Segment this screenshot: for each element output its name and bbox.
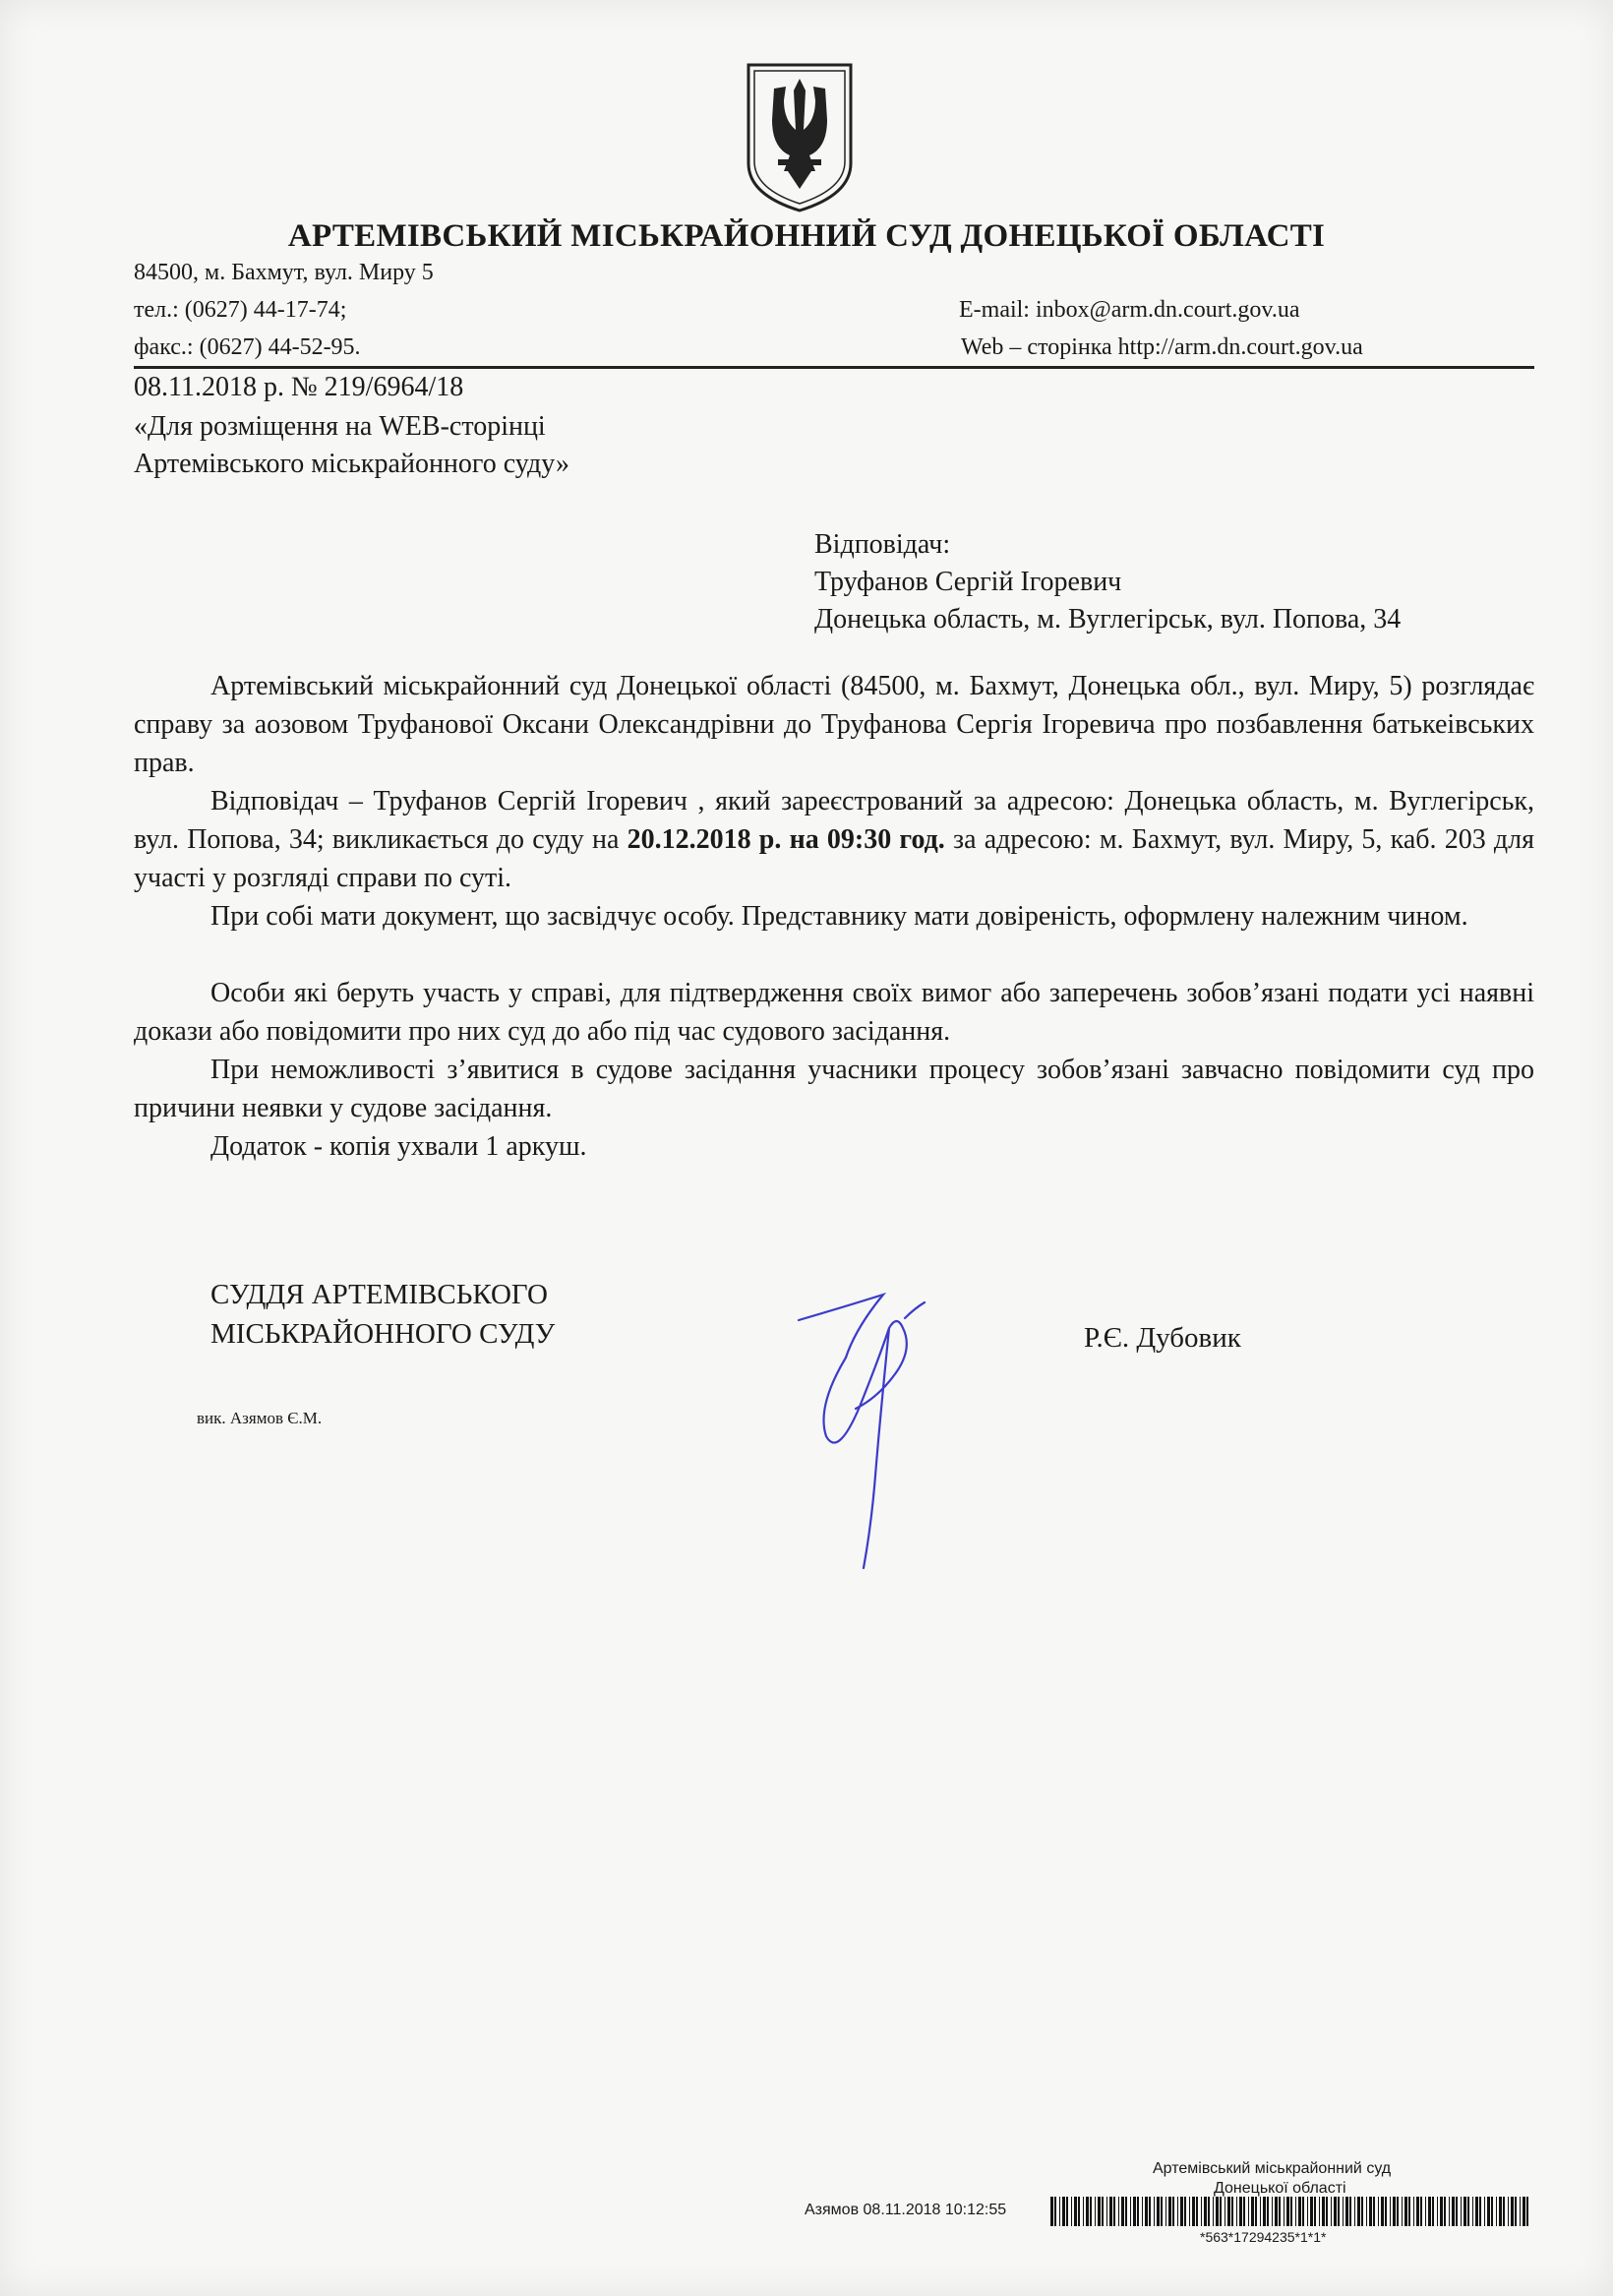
barcode-bar xyxy=(1204,2197,1207,2226)
barcode-bar xyxy=(1326,2197,1328,2226)
barcode-bar xyxy=(1066,2197,1068,2226)
barcode-bar xyxy=(1484,2197,1485,2226)
court-name: АРТЕМІВСЬКИЙ МІСЬКРАЙОННИЙ СУД ДОНЕЦЬКОЇ ОБЛАСТІ xyxy=(287,218,1326,254)
barcode-bar xyxy=(1142,2197,1143,2226)
court-fax: факс.: (0627) 44-52-95. xyxy=(134,334,361,360)
barcode-bar xyxy=(1161,2197,1163,2226)
body-paragraph-6: Додаток - копія ухвали 1 аркуш. xyxy=(210,1131,587,1162)
barcode-bar xyxy=(1349,2197,1351,2226)
barcode-bar xyxy=(1121,2197,1124,2226)
barcode-bar xyxy=(1102,2197,1104,2226)
barcode-bar xyxy=(1499,2197,1502,2226)
barcode-bar xyxy=(1449,2197,1450,2226)
body-paragraph-5: При неможливості з’явитися в судове засідання учасники процесу зобов’язані завчасно повідомити суд про причини неявки у судове засідання. xyxy=(134,1055,1534,1123)
barcode-bar xyxy=(1208,2197,1210,2226)
barcode-bar xyxy=(1177,2197,1178,2226)
barcode-bar xyxy=(1062,2197,1065,2226)
barcode-bar xyxy=(1125,2197,1127,2226)
court-email: E-mail: inbox@arm.dn.court.gov.ua xyxy=(959,297,1300,323)
barcode-bar xyxy=(1526,2197,1528,2226)
barcode-bar xyxy=(1456,2197,1458,2226)
barcode-bar xyxy=(1083,2197,1084,2226)
barcode-bar xyxy=(1402,2197,1403,2226)
barcode-bar xyxy=(1393,2197,1396,2226)
executor-note: вик. Азямов Є.М. xyxy=(197,1409,323,1427)
barcode-bar xyxy=(1385,2197,1387,2226)
judge-title-line-1: СУДДЯ АРТЕМІВСЬКОГО xyxy=(210,1279,548,1310)
barcode-bar xyxy=(1145,2197,1148,2226)
paragraph-2-text-b: за адресою: м. Бахмут, вул. Миру, 5, каб. 203 для участі у розгляді справи по суті. xyxy=(134,824,1534,893)
barcode-bar xyxy=(1408,2197,1410,2226)
barcode-bar xyxy=(1511,2197,1514,2226)
barcode-bar xyxy=(1302,2197,1304,2226)
stamp-court-line-2: Донецької області xyxy=(1214,2180,1346,2197)
barcode-bar xyxy=(1491,2197,1493,2226)
barcode-bar xyxy=(1137,2197,1139,2226)
barcode-bar xyxy=(1515,2197,1517,2226)
judge-name: Р.Є. Дубовик xyxy=(1084,1322,1241,1354)
judge-title-line-2: МІСЬКРАЙОННОГО СУДУ xyxy=(210,1318,556,1350)
barcode-bar xyxy=(1361,2197,1363,2226)
barcode-bar xyxy=(1314,2197,1316,2226)
barcode-bar xyxy=(1184,2197,1186,2226)
barcode-bar xyxy=(1090,2197,1092,2226)
court-web: Web – сторінка http://arm.dn.court.gov.ua xyxy=(961,334,1363,360)
barcode-bar xyxy=(1338,2197,1340,2226)
barcode-bar xyxy=(1523,2197,1525,2226)
barcode-bar xyxy=(1165,2197,1166,2226)
barcode-bar xyxy=(1227,2197,1230,2226)
barcode-bar xyxy=(1118,2197,1119,2226)
barcode-bar xyxy=(1071,2197,1072,2226)
barcode-bar xyxy=(1366,2197,1367,2226)
barcode-bar xyxy=(1106,2197,1107,2226)
barcode-bar xyxy=(1213,2197,1214,2226)
document-barcode xyxy=(1050,2197,1530,2228)
barcode-bar xyxy=(1496,2197,1497,2226)
barcode-bar xyxy=(1357,2197,1360,2226)
barcode-bar xyxy=(1432,2197,1434,2226)
barcode-bar xyxy=(1189,2197,1190,2226)
barcode-text: *563*17294235*1*1* xyxy=(1200,2229,1327,2245)
barcode-bar xyxy=(1345,2197,1348,2226)
barcode-bar xyxy=(1298,2197,1301,2226)
purpose-line-2: Артемівського міськрайонного суду» xyxy=(134,449,569,479)
barcode-bar xyxy=(1251,2197,1254,2226)
barcode-bar xyxy=(1319,2197,1320,2226)
barcode-bar xyxy=(1428,2197,1431,2226)
barcode-bar xyxy=(1236,2197,1237,2226)
barcode-bar xyxy=(1078,2197,1080,2226)
barcode-bar xyxy=(1397,2197,1399,2226)
barcode-bar xyxy=(1290,2197,1292,2226)
barcode-bar xyxy=(1310,2197,1313,2226)
recipient-name: Труфанов Сергій Ігоревич xyxy=(814,567,1122,597)
barcode-bar xyxy=(1260,2197,1261,2226)
barcode-bar xyxy=(1168,2197,1171,2226)
barcode-bar xyxy=(1295,2197,1296,2226)
trident-coat-of-arms-icon xyxy=(745,61,855,214)
court-phone: тел.: (0627) 44-17-74; xyxy=(134,297,347,323)
body-paragraph-2 xyxy=(134,782,1534,897)
barcode-bar xyxy=(1440,2197,1443,2226)
barcode-bar xyxy=(1172,2197,1174,2226)
barcode-bar xyxy=(1201,2197,1202,2226)
barcode-bar xyxy=(1472,2197,1473,2226)
barcode-bar xyxy=(1390,2197,1391,2226)
barcode-bar xyxy=(1334,2197,1337,2226)
barcode-bar xyxy=(1248,2197,1249,2226)
barcode-bar xyxy=(1133,2197,1136,2226)
purpose-line-1: «Для розміщення на WEB-сторінці xyxy=(134,411,546,442)
hearing-datetime: 20.12.2018 р. на 09:30 год. xyxy=(627,824,945,855)
barcode-bar xyxy=(1373,2197,1375,2226)
barcode-bar xyxy=(1275,2197,1278,2226)
barcode-bar xyxy=(1404,2197,1407,2226)
barcode-bar xyxy=(1098,2197,1101,2226)
barcode-bar xyxy=(1452,2197,1455,2226)
barcode-bar xyxy=(1378,2197,1379,2226)
barcode-bar xyxy=(1464,2197,1466,2226)
barcode-bar xyxy=(1381,2197,1384,2226)
barcode-bar xyxy=(1054,2197,1056,2226)
barcode-bar xyxy=(1487,2197,1490,2226)
body-paragraph-4: Особи які беруть участь у справі, для підтвердження своїх вимог або заперечень зобов’язані подати усі наявні докази або повідомити про них суд до або під час судового засідання. xyxy=(134,978,1534,1047)
barcode-bar xyxy=(1113,2197,1115,2226)
barcode-bar xyxy=(1220,2197,1222,2226)
barcode-bar xyxy=(1479,2197,1481,2226)
barcode-bar xyxy=(1095,2197,1096,2226)
barcode-bar xyxy=(1157,2197,1160,2226)
barcode-bar xyxy=(1420,2197,1422,2226)
barcode-bar xyxy=(1267,2197,1269,2226)
barcode-bar xyxy=(1086,2197,1089,2226)
barcode-bar xyxy=(1354,2197,1355,2226)
barcode-bar xyxy=(1475,2197,1478,2226)
barcode-bar xyxy=(1444,2197,1446,2226)
barcode-bar xyxy=(1050,2197,1053,2226)
stamp-court-line-1: Артемівський міськрайонний суд xyxy=(1153,2160,1392,2177)
barcode-bar xyxy=(1059,2197,1060,2226)
barcode-bar xyxy=(1413,2197,1414,2226)
barcode-bar xyxy=(1216,2197,1219,2226)
barcode-bar xyxy=(1467,2197,1469,2226)
document-date-number: 08.11.2018 р. № 219/6964/18 xyxy=(134,372,464,402)
stamp-operator-time: Азямов 08.11.2018 10:12:55 xyxy=(805,2202,1007,2218)
body-paragraph-3: При собі мати документ, що засвідчує особу. Представнику мати довіреність, оформлену належним чином. xyxy=(210,901,1468,932)
barcode-bar xyxy=(1307,2197,1308,2226)
barcode-bar xyxy=(1154,2197,1155,2226)
barcode-bar xyxy=(1520,2197,1521,2226)
barcode-bar xyxy=(1149,2197,1151,2226)
barcode-bar xyxy=(1369,2197,1372,2226)
barcode-bar xyxy=(1416,2197,1419,2226)
barcode-bar xyxy=(1425,2197,1426,2226)
court-address: 84500, м. Бахмут, вул. Миру 5 xyxy=(134,260,434,285)
recipient-label: Відповідач: xyxy=(814,529,951,560)
barcode-bar xyxy=(1322,2197,1325,2226)
barcode-bar xyxy=(1255,2197,1257,2226)
barcode-bar xyxy=(1508,2197,1509,2226)
barcode-bar xyxy=(1343,2197,1344,2226)
recipient-address: Донецька область, м. Вуглегірськ, вул. Попова, 34 xyxy=(814,604,1402,634)
barcode-bar xyxy=(1272,2197,1273,2226)
barcode-bar xyxy=(1130,2197,1131,2226)
barcode-bar xyxy=(1286,2197,1289,2226)
barcode-bar xyxy=(1279,2197,1281,2226)
barcode-bar xyxy=(1180,2197,1183,2226)
body-paragraph-1: Артемівський міськрайонний суд Донецької області (84500, м. Бахмут, Донецька обл., вул. Миру, 5) розглядає справу за аозовом Труфанової Оксани Олександрівни до Труфанова Сергія Ігоревича про позбавлення батькеівських прав. xyxy=(134,671,1534,778)
barcode-bar xyxy=(1192,2197,1195,2226)
barcode-bar xyxy=(1503,2197,1505,2226)
paragraph-2-text-a: Відповідач – Труфанов Сергій Ігоревич , який зареєстрований за адресою: Донецька область, м. Вуглегірськ, вул. Попова, 34; викликається до суду на xyxy=(134,786,1534,855)
barcode-bar xyxy=(1263,2197,1266,2226)
barcode-bar xyxy=(1231,2197,1233,2226)
barcode-bar xyxy=(1243,2197,1245,2226)
barcode-bar xyxy=(1196,2197,1198,2226)
header-divider xyxy=(134,366,1534,369)
barcode-bar xyxy=(1331,2197,1332,2226)
barcode-bar xyxy=(1239,2197,1242,2226)
barcode-bar xyxy=(1109,2197,1112,2226)
handwritten-signature xyxy=(787,1289,934,1574)
barcode-bar xyxy=(1461,2197,1462,2226)
barcode-bar xyxy=(1437,2197,1438,2226)
barcode-bar xyxy=(1074,2197,1077,2226)
